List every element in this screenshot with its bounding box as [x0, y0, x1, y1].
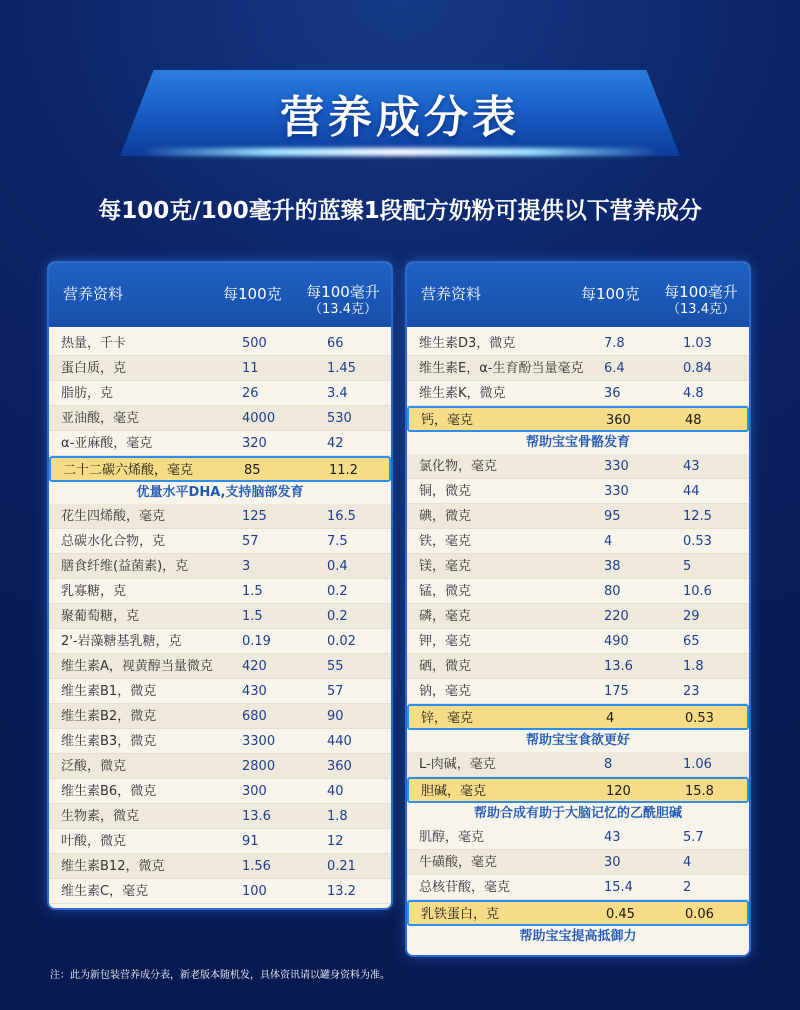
table-row — [407, 479, 749, 504]
table-row — [49, 331, 391, 356]
nutrient-name: 维生素B2，微克 — [61, 709, 157, 724]
value-per-100g: 220 — [604, 609, 629, 624]
nutrient-name: 铜，微克 — [419, 484, 472, 499]
value-per-100ml: 0.53 — [685, 711, 714, 726]
table-row — [49, 356, 391, 381]
nutrient-name: 硒，微克 — [419, 659, 472, 674]
header-per-100ml — [659, 283, 743, 319]
nutrient-name: 铁，毫克 — [419, 534, 472, 549]
value-per-100ml: 1.03 — [683, 336, 712, 351]
value-per-100ml: 1.45 — [327, 361, 356, 376]
value-per-100g: 11 — [242, 361, 259, 376]
table-row — [407, 604, 749, 629]
nutrient-name: 维生素B12，微克 — [61, 859, 165, 874]
nutrient-name: 维生素B3，微克 — [61, 734, 157, 749]
value-per-100g: 100 — [242, 884, 267, 899]
value-per-100g: 13.6 — [604, 659, 633, 674]
page-subtitle: 每100克/100毫升的蓝臻1段配方奶粉可提供以下营养成分 — [98, 198, 702, 224]
table-row — [49, 654, 391, 679]
value-per-100g: 43 — [604, 830, 621, 845]
table-row — [407, 356, 749, 381]
value-per-100ml: 13.2 — [327, 884, 356, 899]
header-per-100ml-label: 每100毫升 — [306, 283, 380, 301]
value-per-100ml: 5.7 — [683, 830, 704, 845]
table-body-right — [407, 327, 749, 948]
value-per-100g: 420 — [242, 659, 267, 674]
nutrient-name: 磷，毫克 — [419, 609, 472, 624]
value-per-100ml: 0.2 — [327, 584, 348, 599]
table-row — [49, 854, 391, 879]
nutrient-name: 胆碱，毫克 — [421, 784, 487, 799]
nutrient-name: 乳寡糖，克 — [61, 584, 127, 599]
value-per-100g: 15.4 — [604, 880, 633, 895]
value-per-100g: 7.8 — [604, 336, 625, 351]
table-row — [49, 754, 391, 779]
value-per-100ml: 1.8 — [327, 809, 348, 824]
nutrient-name: 钙，毫克 — [421, 413, 474, 428]
value-per-100g: 320 — [242, 436, 267, 451]
value-per-100ml: 5 — [683, 559, 692, 574]
nutrient-name: 2'-岩藻糖基乳糖，克 — [61, 634, 182, 649]
value-per-100ml: 11.2 — [329, 463, 358, 478]
value-per-100ml: 0.2 — [327, 609, 348, 624]
value-per-100g: 175 — [604, 684, 629, 699]
table-row — [407, 579, 749, 604]
value-per-100g: 490 — [604, 634, 629, 649]
nutrient-name: 维生素C，毫克 — [61, 884, 149, 899]
table-row — [407, 554, 749, 579]
value-per-100g: 57 — [242, 534, 259, 549]
table-row — [49, 679, 391, 704]
page-title: 营养成分表 — [280, 92, 520, 143]
value-per-100g: 1.5 — [242, 609, 263, 624]
nutrient-name: 总碳水化合物，克 — [61, 534, 166, 549]
value-per-100ml: 0.21 — [327, 859, 356, 874]
value-per-100ml: 1.8 — [683, 659, 704, 674]
nutrition-table-left — [49, 263, 391, 908]
nutrient-name: 泛酸，微克 — [61, 759, 127, 774]
highlight-note: 帮助宝宝提高抵御力 — [519, 929, 637, 944]
value-per-100ml: 43 — [683, 459, 700, 474]
value-per-100g: 91 — [242, 834, 259, 849]
header-name: 营养资料 — [63, 285, 124, 303]
value-per-100g: 38 — [604, 559, 621, 574]
table-row — [49, 554, 391, 579]
value-per-100ml: 48 — [685, 413, 702, 428]
table-row — [49, 629, 391, 654]
value-per-100ml: 12.5 — [683, 509, 712, 524]
nutrient-name: 锰，微克 — [419, 584, 472, 599]
table-row — [407, 629, 749, 654]
table-row — [49, 431, 391, 456]
value-per-100ml: 4.8 — [683, 386, 704, 401]
nutrient-name: 碘，微克 — [419, 509, 472, 524]
table-row — [407, 777, 749, 803]
nutrient-name: 维生素B1，微克 — [61, 684, 157, 699]
table-header — [49, 263, 391, 327]
value-per-100g: 430 — [242, 684, 267, 699]
table-row — [407, 381, 749, 406]
table-row — [49, 456, 391, 482]
value-per-100g: 330 — [604, 459, 629, 474]
value-per-100ml: 90 — [327, 709, 344, 724]
value-per-100g: 8 — [604, 757, 613, 772]
nutrient-name: 牛磺酸，毫克 — [419, 855, 498, 870]
table-row — [407, 850, 749, 875]
value-per-100ml: 23 — [683, 684, 700, 699]
value-per-100ml: 3.4 — [327, 386, 348, 401]
table-row — [407, 654, 749, 679]
value-per-100g: 4 — [604, 534, 613, 549]
table-row — [407, 529, 749, 554]
value-per-100g: 3 — [242, 559, 251, 574]
value-per-100g: 26 — [242, 386, 259, 401]
value-per-100ml: 4 — [683, 855, 692, 870]
nutrient-name: 钾，毫克 — [419, 634, 472, 649]
value-per-100g: 3300 — [242, 734, 276, 749]
nutrient-name: 二十二碳六烯酸，毫克 — [63, 463, 194, 478]
table-row — [49, 579, 391, 604]
value-per-100g: 85 — [244, 463, 261, 478]
value-per-100ml: 0.53 — [683, 534, 712, 549]
table-row — [49, 406, 391, 431]
header-per-100g: 每100克 — [223, 285, 282, 303]
table-row — [49, 779, 391, 804]
table-row — [49, 529, 391, 554]
table-row — [407, 704, 749, 730]
table-body-left — [49, 327, 391, 904]
value-per-100g: 4 — [606, 711, 615, 726]
value-per-100ml: 29 — [683, 609, 700, 624]
value-per-100g: 0.45 — [606, 907, 635, 922]
value-per-100ml: 12 — [327, 834, 344, 849]
nutrient-name: 维生素E，α-生育酚当量毫克 — [419, 361, 584, 376]
nutrient-name: 钠，毫克 — [419, 684, 472, 699]
table-row — [407, 406, 749, 432]
nutrient-name: 氯化物，毫克 — [419, 459, 498, 474]
header-per-100ml-note: （13.4克） — [309, 302, 377, 317]
table-row — [407, 504, 749, 529]
nutrient-name: 膳食纤维(益菌素)，克 — [61, 559, 189, 574]
nutrient-name: 叶酸，微克 — [61, 834, 127, 849]
value-per-100ml: 66 — [327, 336, 344, 351]
table-row — [407, 679, 749, 704]
nutrient-name: α-亚麻酸，毫克 — [61, 436, 153, 451]
value-per-100ml: 7.5 — [327, 534, 348, 549]
header-per-100ml-note: （13.4克） — [667, 302, 735, 317]
header-per-100g: 每100克 — [581, 285, 640, 303]
value-per-100ml: 44 — [683, 484, 700, 499]
title-banner — [120, 70, 680, 156]
nutrient-name: 维生素K，微克 — [419, 386, 506, 401]
value-per-100g: 360 — [606, 413, 631, 428]
nutrient-name: 蛋白质，克 — [61, 361, 127, 376]
value-per-100g: 330 — [604, 484, 629, 499]
table-row — [49, 729, 391, 754]
value-per-100g: 4000 — [242, 411, 276, 426]
nutrient-name: 肌醇，毫克 — [419, 830, 485, 845]
nutrient-name: 脂肪，克 — [61, 386, 114, 401]
table-row — [49, 604, 391, 629]
header-per-100ml — [301, 283, 385, 319]
nutrient-name: 总核苷酸，毫克 — [419, 880, 511, 895]
value-per-100ml: 0.84 — [683, 361, 712, 376]
value-per-100ml: 40 — [327, 784, 344, 799]
nutrient-name: 花生四烯酸，毫克 — [61, 509, 166, 524]
table-row — [407, 752, 749, 777]
value-per-100g: 6.4 — [604, 361, 625, 376]
highlight-note: 优量水平DHA,支持脑部发育 — [136, 485, 304, 500]
value-per-100ml: 440 — [327, 734, 352, 749]
value-per-100ml: 16.5 — [327, 509, 356, 524]
value-per-100ml: 0.4 — [327, 559, 348, 574]
value-per-100ml: 530 — [327, 411, 352, 426]
value-per-100g: 300 — [242, 784, 267, 799]
nutrient-name: L-肉碱，毫克 — [419, 757, 496, 772]
value-per-100g: 500 — [242, 336, 267, 351]
header-name: 营养资料 — [421, 285, 482, 303]
header-per-100ml-label: 每100毫升 — [664, 283, 738, 301]
value-per-100g: 95 — [604, 509, 621, 524]
nutrient-name: 聚葡萄糖，克 — [61, 609, 140, 624]
nutrient-name: 维生素D3，微克 — [419, 336, 516, 351]
nutrient-name: 维生素A，视黄醇当量微克 — [61, 659, 213, 674]
table-row — [407, 875, 749, 900]
value-per-100ml: 0.02 — [327, 634, 356, 649]
footer-note: 注：此为新包装营养成分表，新老版本随机发，具体资讯请以罐身资料为准。 — [50, 970, 390, 981]
value-per-100ml: 65 — [683, 634, 700, 649]
table-row — [49, 829, 391, 854]
table-row — [49, 879, 391, 904]
nutrient-name: 维生素B6，微克 — [61, 784, 157, 799]
table-row — [49, 804, 391, 829]
value-per-100ml: 2 — [683, 880, 692, 895]
value-per-100g: 1.5 — [242, 584, 263, 599]
value-per-100ml: 1.06 — [683, 757, 712, 772]
value-per-100ml: 10.6 — [683, 584, 712, 599]
highlight-note: 帮助宝宝骨骼发育 — [525, 435, 630, 450]
value-per-100g: 125 — [242, 509, 267, 524]
value-per-100ml: 0.06 — [685, 907, 714, 922]
nutrient-name: 亚油酸，毫克 — [61, 411, 140, 426]
value-per-100g: 120 — [606, 784, 631, 799]
table-row — [49, 381, 391, 406]
value-per-100g: 36 — [604, 386, 621, 401]
table-header — [407, 263, 749, 327]
value-per-100ml: 15.8 — [685, 784, 714, 799]
value-per-100ml: 55 — [327, 659, 344, 674]
value-per-100ml: 360 — [327, 759, 352, 774]
value-per-100g: 13.6 — [242, 809, 271, 824]
value-per-100g: 0.19 — [242, 634, 271, 649]
table-row — [407, 825, 749, 850]
highlight-note: 帮助合成有助于大脑记忆的乙酰胆碱 — [473, 806, 682, 821]
nutrient-name: 热量，千卡 — [61, 336, 127, 351]
nutrient-name: 乳铁蛋白，克 — [421, 907, 500, 922]
nutrient-name: 镁，毫克 — [419, 559, 472, 574]
value-per-100g: 680 — [242, 709, 267, 724]
value-per-100ml: 57 — [327, 684, 344, 699]
value-per-100g: 30 — [604, 855, 621, 870]
value-per-100ml: 42 — [327, 436, 344, 451]
value-per-100g: 1.56 — [242, 859, 271, 874]
nutrient-name: 锌，毫克 — [421, 711, 474, 726]
value-per-100g: 2800 — [242, 759, 276, 774]
table-row — [407, 900, 749, 926]
nutrient-name: 生物素，微克 — [61, 809, 140, 824]
table-row — [407, 331, 749, 356]
value-per-100g: 80 — [604, 584, 621, 599]
table-row — [407, 454, 749, 479]
table-row — [49, 504, 391, 529]
table-row — [49, 704, 391, 729]
nutrition-table-right — [407, 263, 749, 955]
highlight-note: 帮助宝宝食欲更好 — [525, 733, 630, 748]
